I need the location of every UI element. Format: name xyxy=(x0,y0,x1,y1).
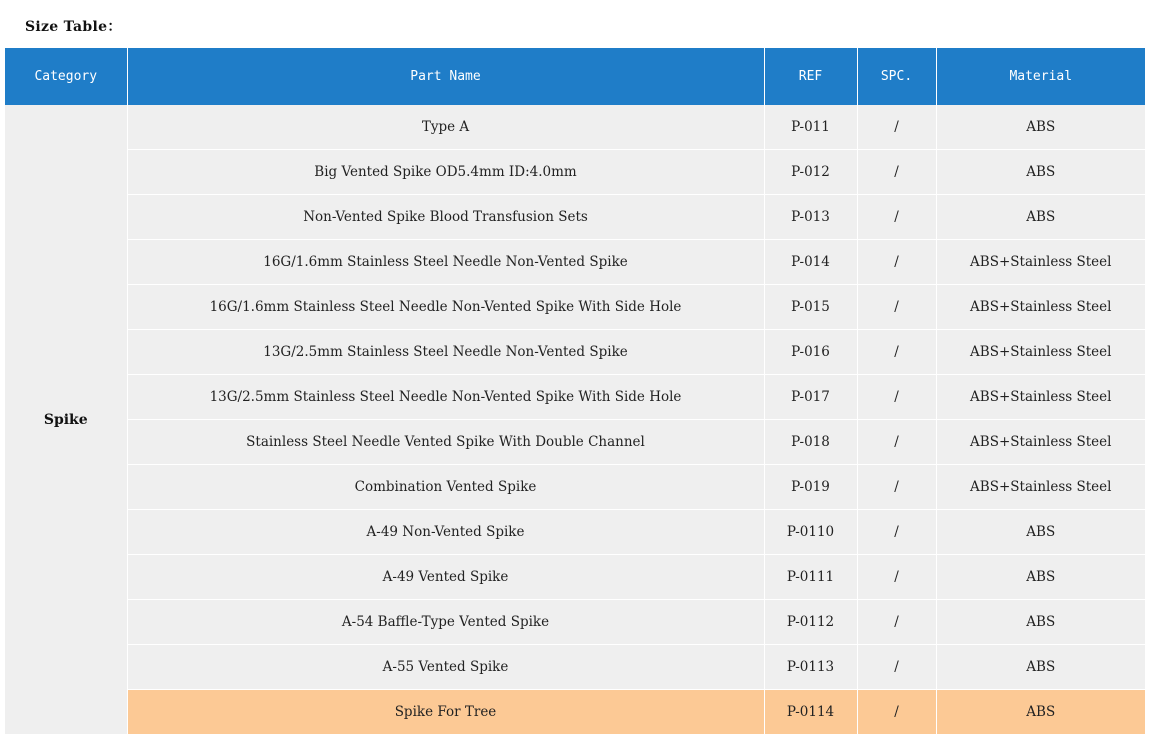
spc-cell: / xyxy=(857,645,936,690)
header-part-name: Part Name xyxy=(127,48,764,105)
header-category: Category xyxy=(5,48,127,105)
part-name-cell: Spike For Tree xyxy=(127,690,764,735)
table-row xyxy=(5,555,1145,600)
table-body xyxy=(5,105,1145,735)
material-cell: ABS xyxy=(936,105,1145,150)
ref-cell: P-019 xyxy=(764,465,857,510)
table-row-highlighted xyxy=(5,690,1145,735)
material-cell: ABS xyxy=(936,150,1145,195)
table-row xyxy=(5,240,1145,285)
spc-cell: / xyxy=(857,285,936,330)
part-name-cell: 16G/1.6mm Stainless Steel Needle Non-Vented Spike xyxy=(127,240,764,285)
ref-cell: P-016 xyxy=(764,330,857,375)
ref-cell: P-011 xyxy=(764,105,857,150)
table-row xyxy=(5,420,1145,465)
material-cell: ABS+Stainless Steel xyxy=(936,465,1145,510)
table-row xyxy=(5,645,1145,690)
header-spc: SPC. xyxy=(857,48,936,105)
part-name-cell: 16G/1.6mm Stainless Steel Needle Non-Vented Spike With Side Hole xyxy=(127,285,764,330)
table-row xyxy=(5,465,1145,510)
header-ref: REF xyxy=(764,48,857,105)
table-row xyxy=(5,285,1145,330)
spc-cell: / xyxy=(857,555,936,600)
part-name-cell: 13G/2.5mm Stainless Steel Needle Non-Vented Spike With Side Hole xyxy=(127,375,764,420)
ref-cell: P-0111 xyxy=(764,555,857,600)
part-name-cell: A-49 Vented Spike xyxy=(127,555,764,600)
material-cell: ABS+Stainless Steel xyxy=(936,285,1145,330)
table-row xyxy=(5,510,1145,555)
spc-cell: / xyxy=(857,420,936,465)
part-name-cell: Type A xyxy=(127,105,764,150)
ref-cell: P-0112 xyxy=(764,600,857,645)
ref-cell: P-017 xyxy=(764,375,857,420)
ref-cell: P-018 xyxy=(764,420,857,465)
material-cell: ABS xyxy=(936,555,1145,600)
table-row xyxy=(5,600,1145,645)
ref-cell: P-0110 xyxy=(764,510,857,555)
material-cell: ABS+Stainless Steel xyxy=(936,420,1145,465)
table-row xyxy=(5,195,1145,240)
table-row xyxy=(5,105,1145,150)
material-cell: ABS xyxy=(936,600,1145,645)
category-cell: Spike xyxy=(5,105,127,735)
spc-cell: / xyxy=(857,600,936,645)
ref-cell: P-015 xyxy=(764,285,857,330)
table-header-row xyxy=(5,48,1145,105)
table-row xyxy=(5,375,1145,420)
part-name-cell: A-49 Non-Vented Spike xyxy=(127,510,764,555)
material-cell: ABS xyxy=(936,645,1145,690)
part-name-cell: Non-Vented Spike Blood Transfusion Sets xyxy=(127,195,764,240)
spc-cell: / xyxy=(857,330,936,375)
material-cell: ABS xyxy=(936,195,1145,240)
size-table xyxy=(5,48,1145,735)
table-row xyxy=(5,150,1145,195)
part-name-cell: Combination Vented Spike xyxy=(127,465,764,510)
part-name-cell: Big Vented Spike OD5.4mm ID:4.0mm xyxy=(127,150,764,195)
ref-cell: P-0113 xyxy=(764,645,857,690)
part-name-cell: Stainless Steel Needle Vented Spike With Double Channel xyxy=(127,420,764,465)
spc-cell: / xyxy=(857,510,936,555)
spc-cell: / xyxy=(857,465,936,510)
spc-cell: / xyxy=(857,195,936,240)
ref-cell: P-013 xyxy=(764,195,857,240)
ref-cell: P-0114 xyxy=(764,690,857,735)
ref-cell: P-012 xyxy=(764,150,857,195)
page-title: Size Table： xyxy=(25,19,122,35)
material-cell: ABS xyxy=(936,690,1145,735)
material-cell: ABS+Stainless Steel xyxy=(936,330,1145,375)
spc-cell: / xyxy=(857,150,936,195)
table-row xyxy=(5,330,1145,375)
material-cell: ABS xyxy=(936,510,1145,555)
spc-cell: / xyxy=(857,375,936,420)
spc-cell: / xyxy=(857,105,936,150)
ref-cell: P-014 xyxy=(764,240,857,285)
material-cell: ABS+Stainless Steel xyxy=(936,375,1145,420)
header-material: Material xyxy=(936,48,1145,105)
material-cell: ABS+Stainless Steel xyxy=(936,240,1145,285)
spc-cell: / xyxy=(857,240,936,285)
part-name-cell: A-55 Vented Spike xyxy=(127,645,764,690)
spc-cell: / xyxy=(857,690,936,735)
part-name-cell: 13G/2.5mm Stainless Steel Needle Non-Vented Spike xyxy=(127,330,764,375)
part-name-cell: A-54 Baffle-Type Vented Spike xyxy=(127,600,764,645)
